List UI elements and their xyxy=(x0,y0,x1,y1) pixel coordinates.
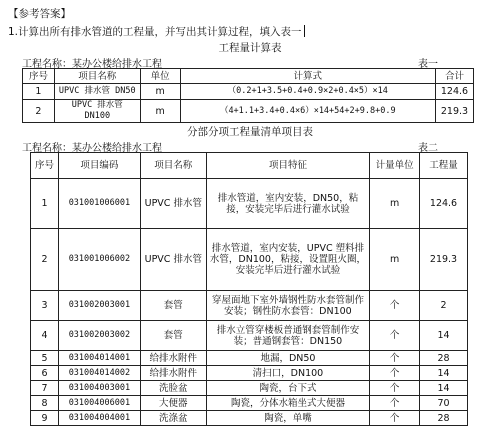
cell: 031004004001 xyxy=(58,411,140,426)
table-row xyxy=(31,291,468,321)
col-header: 工程量 xyxy=(420,153,468,179)
cell: 2 xyxy=(420,291,468,321)
col-header: 序号 xyxy=(31,153,59,179)
table-row xyxy=(31,351,468,366)
cell: 124.6 xyxy=(436,84,474,100)
cell: 地漏，DN50 xyxy=(206,351,369,366)
cell: 给排水附件 xyxy=(140,366,206,381)
col-header: 计算式 xyxy=(180,69,435,84)
table1-title: 工程量计算表 xyxy=(218,42,282,54)
cell: 031004014002 xyxy=(58,366,140,381)
cell: 124.6 xyxy=(420,179,468,229)
table1-number: 表一 xyxy=(418,59,438,70)
cell: 6 xyxy=(31,366,59,381)
cell: 个 xyxy=(370,366,420,381)
cell: 个 xyxy=(370,321,420,351)
cell: 穿屋面地下室外墙钢性防水套管制作安装；钢性防水套管：DN100 xyxy=(206,291,369,321)
cell: 陶瓷，单嘴 xyxy=(206,411,369,426)
question-line: 1.计算出所有排水管道的工程量，并写出其计算过程，填入表一 xyxy=(8,26,302,38)
cell: 219.3 xyxy=(436,100,474,123)
cell: 2 xyxy=(23,100,55,123)
cell: 031004003001 xyxy=(58,381,140,396)
cell: 70 xyxy=(420,396,468,411)
table-header-row xyxy=(31,153,468,179)
cell: 5 xyxy=(31,351,59,366)
cell: 031002003002 xyxy=(58,321,140,351)
cell: 28 xyxy=(420,351,468,366)
table2-number: 表二 xyxy=(418,143,438,154)
cell: 个 xyxy=(370,381,420,396)
question-text xyxy=(8,24,305,39)
table-row xyxy=(31,381,468,396)
cell: 1 xyxy=(23,84,55,100)
cell: 031001006001 xyxy=(58,179,140,229)
cell: （4+1.1+3.4+0.4×6）×14+54+2+9.8+0.9 xyxy=(180,100,435,123)
table2-project-label: 工程名称：某办公楼给排水工程 xyxy=(22,143,162,154)
col-header: 项目名称 xyxy=(54,69,140,84)
table-row xyxy=(31,396,468,411)
cell: 个 xyxy=(370,396,420,411)
table2-title: 分部分项工程量清单项目表 xyxy=(187,126,313,138)
cell: UPVC 排水管 DN50 xyxy=(54,84,140,100)
cell: 排水管道，室内安装，DN50，粘接，安装完毕后进行灌水试验 xyxy=(206,179,369,229)
table-row xyxy=(31,321,468,351)
cell: 洗脸盆 xyxy=(140,381,206,396)
cell: 219.3 xyxy=(420,229,468,291)
col-header: 项目编码 xyxy=(58,153,140,179)
col-header: 合计 xyxy=(436,69,474,84)
quantity-calc-table xyxy=(22,68,474,123)
cell: 给排水附件 xyxy=(140,351,206,366)
table-row xyxy=(31,179,468,229)
cell: 大便器 xyxy=(140,396,206,411)
cell: 个 xyxy=(370,291,420,321)
cell: 7 xyxy=(31,381,59,396)
cell: 套管 xyxy=(140,321,206,351)
cell: 陶瓷，台下式 xyxy=(206,381,369,396)
table-row xyxy=(31,366,468,381)
bill-of-quantities-table xyxy=(30,152,468,426)
cell: 4 xyxy=(31,321,59,351)
table-row xyxy=(23,84,474,100)
cell: （0.2+1+3.5+0.4+0.9×2+0.4×5）×14 xyxy=(180,84,435,100)
cell: 3 xyxy=(31,291,59,321)
table-row xyxy=(23,100,474,123)
table-header-row xyxy=(23,69,474,84)
table-row xyxy=(31,229,468,291)
cell: 14 xyxy=(420,366,468,381)
col-header: 单位 xyxy=(140,69,180,84)
cell: 14 xyxy=(420,381,468,396)
cell: m xyxy=(370,179,420,229)
cell: 套管 xyxy=(140,291,206,321)
cell: 9 xyxy=(31,411,59,426)
cell: UPVC 排水管 xyxy=(140,179,206,229)
table1-project-label: 工程名称：某办公楼给排水工程 xyxy=(22,59,162,70)
cell: 洗涤盆 xyxy=(140,411,206,426)
cell: 1 xyxy=(31,179,59,229)
cell: UPVC 排水管 xyxy=(140,229,206,291)
cell: 陶瓷，分体水箱坐式大便器 xyxy=(206,396,369,411)
cell: 清扫口，DN100 xyxy=(206,366,369,381)
text-cursor xyxy=(304,25,305,37)
cell: 个 xyxy=(370,351,420,366)
col-header: 项目特征 xyxy=(206,153,369,179)
cell: 14 xyxy=(420,321,468,351)
cell: m xyxy=(140,100,180,123)
cell: 031004014001 xyxy=(58,351,140,366)
cell: 排水立管穿楼板普通钢套管制作安装；普通钢套管：DN150 xyxy=(206,321,369,351)
cell: 28 xyxy=(420,411,468,426)
cell: 8 xyxy=(31,396,59,411)
cell: 排水管道，室内安装，UPVC 塑料排水管，DN100，粘接，设置阻火圈，安装完毕后进行灌水试验 xyxy=(206,229,369,291)
answer-label: 【参考答案】 xyxy=(8,8,71,20)
cell: UPVC 排水管 DN100 xyxy=(54,100,140,123)
cell: 2 xyxy=(31,229,59,291)
col-header: 项目名称 xyxy=(140,153,206,179)
cell: m xyxy=(140,84,180,100)
cell: m xyxy=(370,229,420,291)
cell: 031004006001 xyxy=(58,396,140,411)
table-row xyxy=(31,411,468,426)
col-header: 计量单位 xyxy=(370,153,420,179)
col-header: 序号 xyxy=(23,69,55,84)
cell: 个 xyxy=(370,411,420,426)
cell: 031001006002 xyxy=(58,229,140,291)
cell: 031002003001 xyxy=(58,291,140,321)
